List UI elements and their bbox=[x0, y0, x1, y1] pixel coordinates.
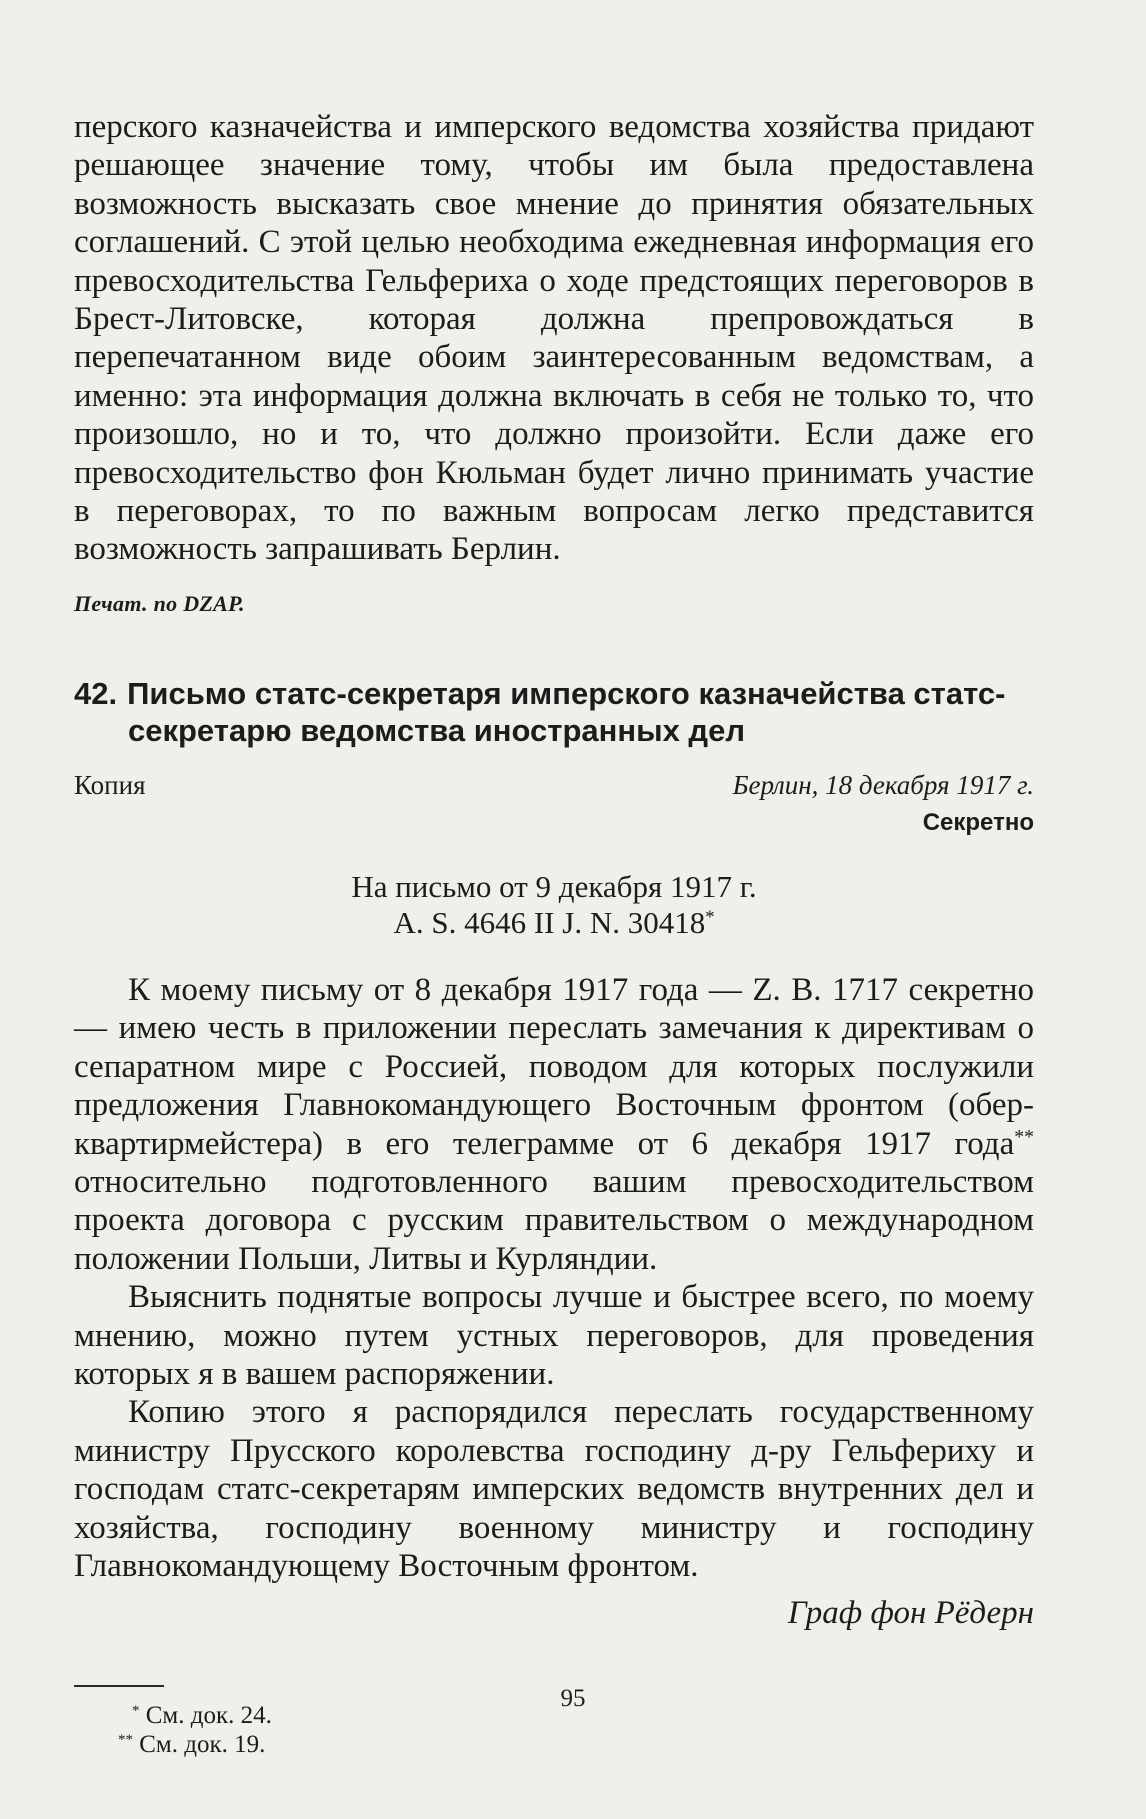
document-title bbox=[74, 675, 1034, 749]
copy-label: Копия bbox=[74, 769, 146, 800]
letter-body bbox=[74, 971, 1034, 1586]
reference-line-1: На письмо от 9 декабря 1917 г. bbox=[351, 868, 757, 904]
letter-paragraph-1 bbox=[74, 971, 1034, 1278]
reference-line-2 bbox=[74, 905, 1034, 941]
footnote-text: См. док. 24. bbox=[145, 1702, 272, 1730]
footnote-mark: ** bbox=[118, 1732, 133, 1749]
reference-block bbox=[74, 869, 1034, 941]
footnote bbox=[74, 1730, 1034, 1759]
document-meta bbox=[74, 769, 1034, 801]
document-number: 42. bbox=[74, 675, 118, 711]
reference-number: A. S. 4646 II J. N. 30418 bbox=[393, 904, 706, 940]
letter-paragraph-3: Копию этого я распорядился переслать государственному министру Прусского королевства господину д-ру Гельфериху и господам статс-секретарям имперских ведомств внутренних дел и хозяйства, господину военному министру и господину Главнокомандующему Восточным фронтом. bbox=[74, 1394, 1034, 1584]
continued-paragraph: перского казначейства и имперского ведомства хозяйства придают решающее значение тому, чтобы им была предоставлена возможность высказать свое мнение до принятия обязательных соглашений. С этой целью необходима ежедневная информация его превосходительства Гельфериха о ходе предстоящих переговоров в Брест-Литовске, которая должна препровождаться в перепечатанном виде обоим заинтересованным ведомствам, а именно: эта информация должна включать в себя не только то, что произошло, но и то, что должно произойти. Если даже его превосходительство фон Кюльман будет лично принимать участие в переговорах, то по важным вопросам легко представится возможность запрашивать Берлин. bbox=[74, 109, 1034, 568]
page-number: 95 bbox=[560, 1685, 586, 1712]
letter-paragraph-1-footnote-mark: ** bbox=[1014, 1125, 1034, 1148]
letter-paragraph-2: Выяснить поднятые вопросы лучше и быстрее всего, по моему мнению, можно путем устных переговоров, для проведения которых я в вашем распоряжении. bbox=[74, 1279, 1034, 1392]
letter-paragraph-1-part1: К моему письму от 8 декабря 1917 года — Z. B. 1717 секретно — имею честь в приложении переслать замечания к директивам о сепаратном мире с Россией, поводом для которых послужили предложения Главнокомандующего Восточным фронтом (обер-квартирмейстера) в его телеграмме от 6 декабря 1917 года bbox=[74, 971, 1034, 1162]
footnote-mark: * bbox=[132, 1703, 140, 1720]
source-note: Печат. по DZAP. bbox=[74, 590, 245, 616]
place-date: Берлин, 18 декабря 1917 г. bbox=[732, 769, 1034, 800]
footnote-text: См. док. 19. bbox=[139, 1731, 266, 1759]
classification-label: Секретно bbox=[922, 808, 1034, 836]
letter-paragraph-1-part2: относительно подготовленного вашим превосходительством проекта договора с русским правительством о международном положении Польши, Литвы и Курляндии. bbox=[74, 1163, 1034, 1277]
signature: Граф фон Рёдерн bbox=[787, 1595, 1034, 1632]
page-content bbox=[74, 108, 1034, 1759]
document-title-line2: секретарю ведомства иностранных дел bbox=[128, 712, 746, 748]
reference-footnote-mark: * bbox=[705, 906, 715, 928]
document-title-line1: Письмо статс-секретаря имперского казначейства статс- bbox=[127, 675, 1006, 711]
